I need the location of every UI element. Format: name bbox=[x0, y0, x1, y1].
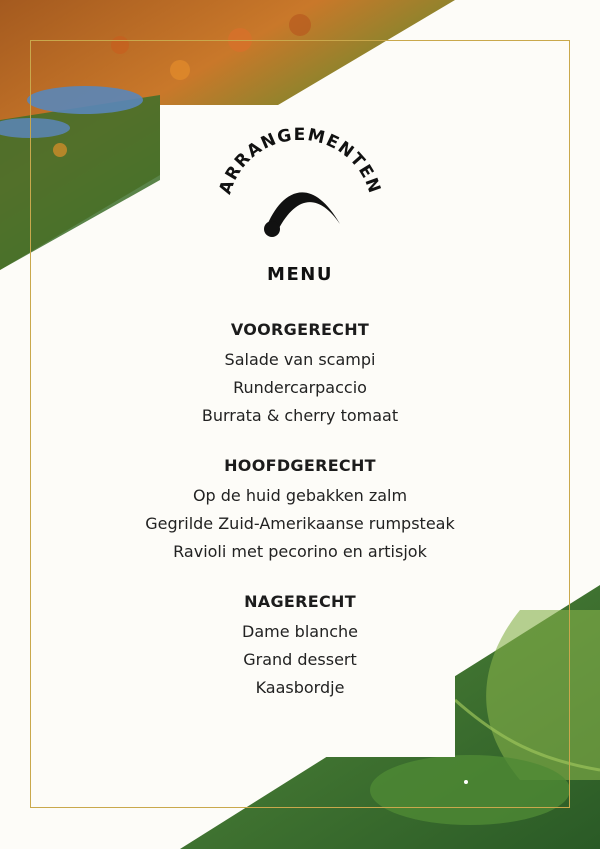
menu-list bbox=[0, 320, 600, 728]
menu-item: Salade van scampi bbox=[224, 350, 376, 369]
menu-section-hoofdgerecht bbox=[0, 456, 600, 566]
arrangementen-logo bbox=[200, 120, 400, 290]
section-heading: VOORGERECHT bbox=[230, 320, 370, 339]
menu-item: Rundercarpaccio bbox=[233, 378, 367, 397]
section-heading: HOOFDGERECHT bbox=[224, 456, 376, 475]
menu-section-voorgerecht bbox=[0, 320, 600, 430]
logo-arc-text: ARRANGEMENTEN bbox=[215, 124, 385, 197]
section-heading: NAGERECHT bbox=[244, 592, 356, 611]
logo-menu-text: MENU bbox=[267, 264, 333, 285]
menu-item: Kaasbordje bbox=[255, 678, 345, 697]
menu-item: Burrata & cherry tomaat bbox=[201, 406, 399, 425]
menu-item: Gegrilde Zuid-Amerikaanse rumpsteak bbox=[145, 514, 455, 533]
menu-section-nagerecht bbox=[0, 592, 600, 702]
menu-item: Op de huid gebakken zalm bbox=[192, 486, 408, 505]
menu-item: Ravioli met pecorino en artisjok bbox=[173, 542, 427, 561]
menu-item: Grand dessert bbox=[243, 650, 357, 669]
swoosh-icon bbox=[264, 192, 340, 237]
menu-item: Dame blanche bbox=[242, 622, 358, 641]
